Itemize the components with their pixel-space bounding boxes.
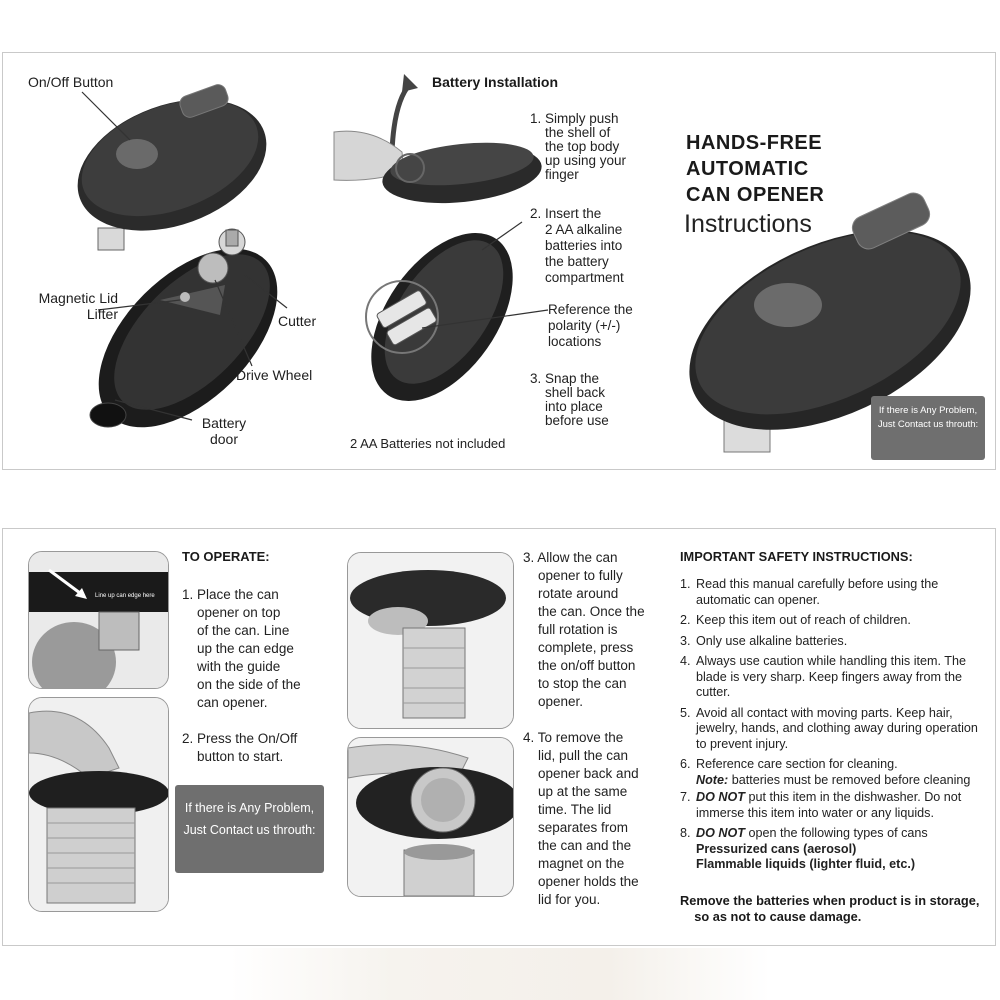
top-contact-line-1: If there is Any Problem, (878, 405, 978, 416)
top-contact-line-2: Just Contact us throuth: (877, 419, 979, 430)
safety-note-text: batteries must be removed before cleaning (731, 772, 971, 787)
open-opener-image (66, 216, 309, 459)
bottom-contact-line-2: Just Contact us throuth: (183, 823, 316, 837)
bottom-contact-box (175, 785, 324, 873)
photo-remove-lid (347, 737, 514, 897)
do-not-label-7: DO NOT (696, 790, 745, 804)
safety-item-8: 8. DO NOT open the following types of cans Pressurized cans (aerosol) Flammable liquids (lighter fluid, etc.) (680, 826, 928, 871)
safety-item-5: 5. Avoid all contact with moving parts. Keep hair, jewelry, hands, and clothing away during operation to prevent injury. (680, 705, 978, 751)
safety-item-4: 4. Always use caution while handling this item. The blade is very sharp. Keep fingers away from the cutter. (680, 654, 966, 699)
hero-subtitle: Instructions (684, 210, 812, 238)
safety-item-2: 2. Keep this item out of reach of children. (680, 613, 911, 627)
safety-flammable: Flammable liquids (lighter fluid, etc.) (696, 857, 916, 871)
operate-step-3: 3. Allow the can opener to fully rotate around the can. Once the full rotation is complete, press the on/off button to stop the can opener. (523, 550, 645, 709)
guide-text: Line up can edge here (95, 593, 155, 599)
batteries-not-included-note: 2 AA Batteries not included (350, 436, 506, 451)
photo-press-button (28, 697, 169, 912)
battery-step-3: 3. Snap the shell back into place before use (530, 371, 609, 428)
battery-install-figure (332, 72, 552, 422)
bottom-background-strip (230, 948, 770, 1000)
safety-heading: IMPORTANT SAFETY INSTRUCTIONS: (680, 549, 913, 564)
label-magnetic-lid-lifter: Magnetic Lid Lifter (38, 290, 118, 322)
to-operate-heading: TO OPERATE: (182, 549, 270, 564)
safety-pressurized: Pressurized cans (aerosol) (696, 841, 857, 856)
safety-list (680, 577, 980, 878)
battery-installation-heading: Battery Installation (432, 74, 559, 90)
operate-step-2: 2. Press the On/Off button to start. (182, 731, 298, 764)
operate-step-1: 1. Place the can opener on top of the can. Line up the can edge with the guide on the side of the can opener. (182, 587, 301, 710)
operate-step-4: 4. To remove the lid, pull the can opener back and up at the same time. The lid separates from the can and the magnet on the opener holds the lid for you. (523, 730, 639, 907)
opener-parts-figure (20, 70, 340, 460)
safety-item-1: 1. Read this manual carefully before using the automatic can opener. (680, 577, 939, 607)
hero-title-line-1: HANDS-FREE (686, 132, 823, 154)
do-not-label-8: DO NOT (696, 826, 745, 840)
label-drive-wheel: Drive Wheel (236, 367, 313, 383)
label-battery-door: Battery door (201, 415, 247, 447)
safety-note-label: Note: (696, 772, 729, 787)
battery-step-2: 2. Insert the 2 AA alkaline batteries into the battery compartment (530, 206, 624, 285)
closed-opener-image (59, 75, 284, 255)
safety-footer: Remove the batteries when product is in storage, so as not to cause damage. (680, 893, 980, 924)
hero-title-line-2: AUTOMATIC (686, 158, 809, 180)
safety-item-6: 6. Reference care section for cleaning. Note: batteries must be removed before cleaning (680, 757, 971, 787)
safety-item-3: 3. Only use alkaline batteries. (680, 633, 848, 648)
bottom-contact-line-1: If there is Any Problem, (184, 801, 315, 815)
hero-title-line-3: CAN OPENER (686, 184, 825, 206)
label-on-off-button: On/Off Button (28, 74, 114, 90)
photo-opener-rotating (347, 552, 514, 729)
battery-step-1: 1. Simply push the shell of the top body up using your finger (530, 111, 627, 182)
polarity-leader-line (420, 300, 580, 340)
battery-polarity-reference: Reference the polarity (+/-) locations (548, 302, 633, 349)
top-contact-box (871, 396, 985, 460)
safety-item-7: 7. DO NOT put this item in the dishwasher. Do not immerse this item into water or any liquids. (680, 790, 962, 820)
photo-line-up-guide (28, 551, 169, 689)
label-cutter: Cutter (278, 313, 317, 329)
